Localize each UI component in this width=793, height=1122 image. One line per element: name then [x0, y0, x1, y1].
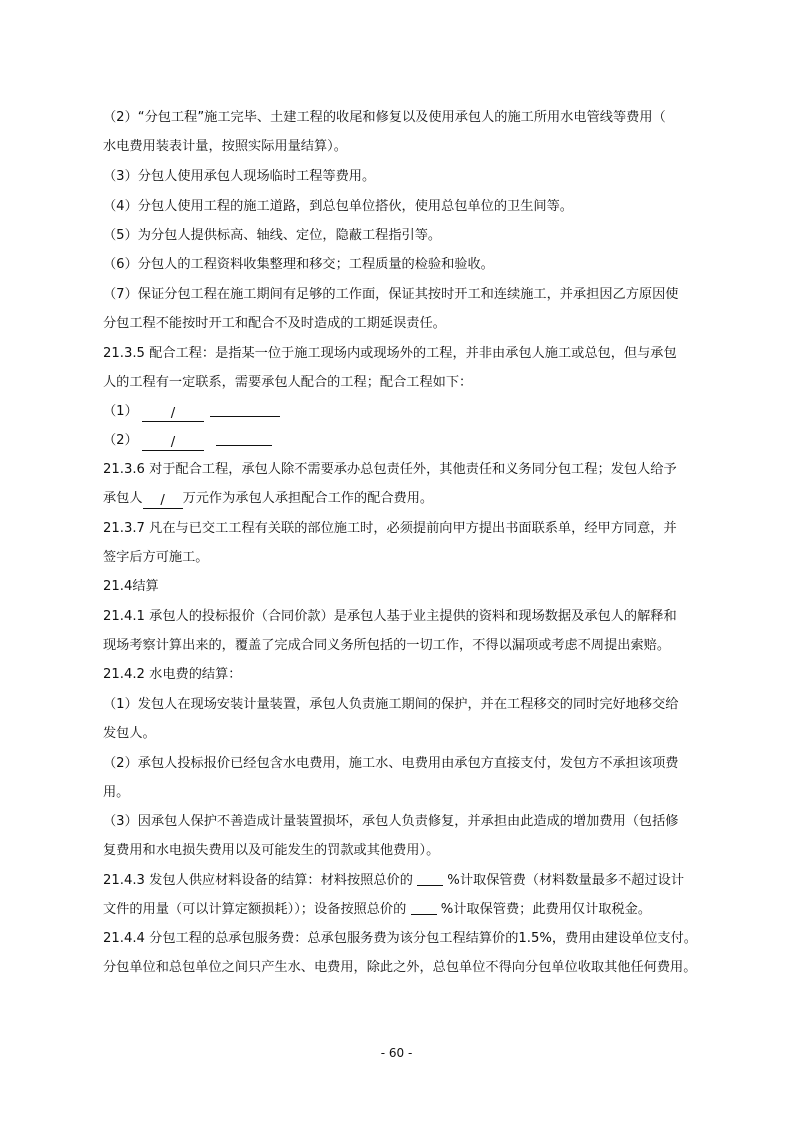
fill-blank [210, 401, 280, 417]
fill-blank: / [143, 493, 183, 509]
text-line: 21.4结算 [103, 579, 159, 594]
text-line: 复费用和水电损失费用以及可能发生的罚款或其他费用）。 [103, 843, 440, 858]
blank-gap [204, 431, 216, 446]
text-segment: %计取保管费（材料数量最多不超过设计 [447, 873, 685, 888]
paragraph-21-4-1 [103, 602, 733, 660]
paragraph-temporary-works [103, 162, 733, 191]
text-line: （2）“分包工程”施工完毕、土建工程的收尾和修复以及使用承包人的施工所用水电管线等费用（ [103, 110, 666, 125]
text-line: （5）为分包人提供标高、轴线、定位，隐蔽工程指引等。 [103, 228, 442, 243]
text-line: 21.3.7 凡在与已交工工程有关联的部位施工时，必须提前向甲方提出书面联系单，经甲方同意，并 [103, 521, 677, 536]
paragraph-work-surface [103, 280, 733, 338]
paragraph-device-damage [103, 807, 733, 865]
text-line: （4）分包人使用工程的施工道路，到总包单位搭伙，使用总包单位的卫生间等。 [103, 199, 573, 214]
text-line [103, 426, 733, 455]
paragraph-21-3-5 [103, 339, 733, 397]
paragraph-engineering-data [103, 250, 733, 279]
text-segment: 承包人 [103, 491, 143, 506]
text-line: 人的工程有一定联系，需要承包人配合的工程；配合工程如下： [103, 375, 473, 390]
paragraph-21-3-7 [103, 514, 733, 572]
list-item-prefix: （1） [103, 404, 138, 419]
paragraph-21-3-6 [103, 455, 733, 513]
text-line: （1）发包人在现场安装计量装置，承包人负责施工期间的保护，并在工程移交的同时完好地移交给 [103, 697, 679, 712]
text-line [103, 397, 733, 426]
fill-blank [216, 430, 272, 446]
text-line: 21.4.2 水电费的结算： [103, 667, 242, 682]
paragraph-21-4-2 [103, 660, 733, 689]
text-line: 用。 [103, 785, 130, 800]
text-line: 21.4.4 分包工程的总承包服务费：总承包服务费为该分包工程结算价的1.5%，费用由建设单位支付。 [103, 931, 697, 946]
list-item-2 [103, 426, 733, 455]
text-segment: %计取保管费；此费用仅计取税金。 [440, 902, 652, 917]
text-line: （7）保证分包工程在施工期间有足够的工作面，保证其按时开工和连续施工，并承担因乙方原因使 [103, 287, 679, 302]
text-line: 签字后方可施工。 [103, 550, 209, 565]
paragraph-construction-road [103, 192, 733, 221]
text-line: 发包人。 [103, 726, 156, 741]
paragraph-metering-device [103, 690, 733, 748]
list-item-prefix: （2） [103, 433, 138, 448]
text-segment: 文件的用量（可以计算定额损耗））；设备按照总价的 [103, 902, 407, 917]
page-number: - 60 - [380, 1046, 413, 1060]
text-line: （3）因承包人保护不善造成计量装置损坏，承包人负责修复，并承担由此造成的增加费用（包括修 [103, 814, 679, 829]
fill-blank: / [142, 435, 204, 451]
paragraph-elevation-axis [103, 221, 733, 250]
text-line: 21.3.6 对于配合工程，承包人除不需要承办总包责任外，其他责任和义务同分包工程；发包人给予 [103, 462, 677, 477]
text-line: 分包工程不能按时开工和配合不及时造成的工期延误责任。 [103, 316, 446, 331]
text-line [103, 895, 733, 924]
text-line: 水电费用装表计量，按照实际用量结算）。 [103, 139, 347, 154]
paragraph-21-4-4 [103, 924, 733, 982]
text-segment: 21.4.3 发包人供应材料设备的结算：材料按照总价的 [103, 873, 413, 888]
text-line: 分包单位和总包单位之间只产生水、电费用，除此之外，总包单位不得向分包单位收取其他任何费用。 [103, 960, 697, 975]
fill-blank [411, 899, 437, 915]
paragraph-utility-fees [103, 749, 733, 807]
text-line [103, 484, 733, 513]
paragraph-subcontract-completion [103, 103, 733, 161]
text-line: （3）分包人使用承包人现场临时工程等费用。 [103, 169, 376, 184]
text-line [103, 866, 733, 895]
section-heading-21-4 [103, 572, 733, 601]
paragraph-21-4-3 [103, 866, 733, 924]
fill-blank: / [142, 406, 204, 422]
text-line: 现场考察计算出来的，覆盖了完成合同义务所包括的一切工作，不得以漏项或考虑不周提出索赔。 [103, 638, 671, 653]
list-item-1 [103, 397, 733, 426]
text-line: 21.4.1 承包人的投标报价（合同价款）是承包人基于业主提供的资料和现场数据及承包人的解释和 [103, 609, 677, 624]
text-segment: 万元作为承包人承担配合工作的配合费用。 [182, 491, 434, 506]
text-line: （6）分包人的工程资料收集整理和移交；工程质量的检验和验收。 [103, 257, 494, 272]
text-line: （2）承包人投标报价已经包含水电费用，施工水、电费用由承包方直接支付，发包方不承担该项费 [103, 756, 679, 771]
text-line: 21.3.5 配合工程：是指某一位于施工现场内或现场外的工程，并非由承包人施工或总包，但与承包 [103, 346, 677, 361]
fill-blank [417, 870, 443, 886]
